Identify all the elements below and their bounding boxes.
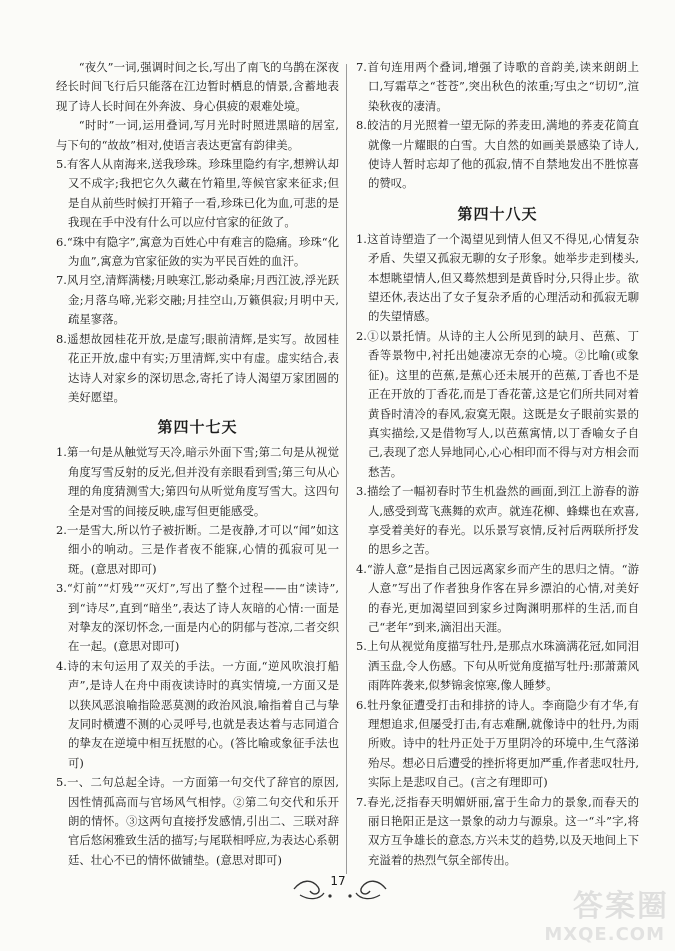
- day47-item-4: 4.诗的末句运用了双关的手法。一方面,“逆风吹浪打船声”,是诗人在舟中雨夜读诗时的真实情境,一方面又是以狭风恶浪喻指险恶莫测的政治风浪,喻指着自己与挚友同时横遭不测的心灵呼号,也就是表达着与志同道合的挚友在逆境中相互抚慰的心。(答比喻或象征手法也可): [56, 658, 339, 770]
- answer-item-7-right: 7.首句连用两个叠词,增强了诗歌的音韵美,读来朗朗上口,写霜草之“苍苍”,突出秋色的浓重;写虫之“切切”,渲染秋夜的凄清。: [356, 60, 639, 113]
- right-column: [356, 58, 639, 873]
- watermark-text: 答案圈: [573, 889, 669, 924]
- day48-item-4: 4.“游人意”是指自己因远离家乡而产生的思归之情。“游人意”写出了作者独身作客在异乡漂泊的心情,对美好的春光,更加渴望回到家乡过陶渊明那样的生活,而自己“老年”到来,滴泪出天涯。: [356, 561, 639, 634]
- answer-item-6: 6.“珠中有隐字”,寓意为百姓心中有难言的隐痛。珍珠“化为血”,寓意为官家征敛的实为平民百姓的血汗。: [56, 234, 339, 269]
- day48-item-3: 3.描绘了一幅初春时节生机盎然的画面,到江上游春的游人,感受到莺飞燕舞的欢声。就连花柳、蜂蝶也在欢喜,享受着美好的春光。以乐景写哀情,反衬后两联所抒发的思乡之苦。: [356, 484, 639, 557]
- day47-item-1: 1.第一句是从触觉写天冷,暗示外面下雪;第二句是从视觉角度写雪反射的反光,但并没有亲眼看到雪;第三句从心理的角度猜测雪大;第四句从听觉角度写雪大。这四句全是对雪的间接反映,虚写但更能感受。: [56, 445, 339, 518]
- section-heading-day-48: 第四十八天: [457, 204, 538, 223]
- section-heading-day-47: 第四十七天: [157, 418, 238, 437]
- answer-item-8: 8.遥想故园桂花开放,是虚写;眼前清辉,是实写。故园桂花正开放,虚中有实;万里清辉,实中有虚。虚实结合,表达诗人对家乡的深切思念,寄托了诗人渴望万家团圆的美好愿望。: [56, 331, 339, 404]
- watermark-logo: [509, 889, 669, 947]
- day47-item-5: 5.一、二句总起全诗。一方面第一句交代了辞官的原因,因性情孤高而与官场风气相悖。②第二句交代和乐开朗的情怀。③这两句直接抒发感情,引出二、三联对辞官后悠闲雅致生活的描写;与尾联相呼应,为表达心系朝廷、壮心不已的情怀做铺垫。(意思对即可): [56, 775, 339, 867]
- day47-item-3: 3.“灯前”“灯残”“灭灯”,写出了整个过程——由“读诗”,到“诗尽”,直到“暗坐”,表达了诗人灰暗的心情:一面是对挚友的深切怀念,一面是内心的阴郁与苍凉,二者交织在一起。(意思对即可): [56, 581, 339, 654]
- day47-item-6: [56, 870, 339, 873]
- day48-item-5: 5.上句从视觉角度描写牡丹,是那点水珠滴满花冠,如同泪洒玉盘,令人伤感。下句从听觉角度描写牡丹:那萧萧风雨阵阵袭来,似梦锦衾惊寒,像人睡梦。: [356, 639, 639, 693]
- day48-item-8: [356, 870, 639, 873]
- day48-item-6: 6.牡丹象征遭受打击和排挤的诗人。李商隐少有才华,有理想追求,但屡受打击,有志难酬,就像诗中的牡丹,为雨所败。诗中的牡丹正处于万里阴冷的环境中,生气落涕殆尽。想必日后遭受的挫折将更加严重,作者悲叹牡丹,实际上是悲叹自己。(言之有理即可): [356, 697, 639, 790]
- column-divider: [346, 64, 347, 874]
- answer-item-8-right: 8.皎洁的月光照着一望无际的荞麦田,满地的荞麦花简直就像一片耀眼的白雪。大自然的如画美景感染了诗人,使诗人暂时忘却了他的孤寂,情不自禁地发出不胜惊喜的赞叹。: [356, 118, 639, 191]
- day48-item-1: 1.这首诗塑造了一个渴望见到情人但又不得见,心情复杂矛盾、失望又孤寂无聊的女子形象。她举步走到楼头,本想眺望情人,但又蓦然想到是黄昏时分,只得止步。欲望还休,表达出了女子复杂矛盾的心理活动和孤寂无聊的失望情感。: [356, 231, 639, 324]
- answer-item-5: 5.有客人从南海来,送我珍珠。珍珠里隐约有字,想辨认却又不成字;我把它久久藏在竹箱里,等候官家来征求;但是自从前些时候打开箱子一看,珍珠已化为血,可悲的是我现在手中没有什么可以应付官家的征敛了。: [56, 157, 339, 230]
- day48-item-2: 2.①以景托情。从诗的主人公所见到的缺月、芭蕉、丁香等景物中,衬托出她凄凉无奈的心境。②比喻(或象征)。这里的芭蕉,是蕉心还未展开的芭蕉,丁香也不是正在开放的丁香花,而是丁香花蕾,这是它们所共同对着黄昏时清冷的春风,寂寞无限。这既是女子眼前实景的真实描绘,又是借物写人,以芭蕉寓情,以丁香喻女子自己,表现了恋人异地同心,心心相印而不得与对方相会而愁苦。: [356, 328, 639, 479]
- day48-item-7: 7.春光,泛指春天明媚妍丽,富于生命力的景象,而春天的丽日艳阳正是这一景象的动力与源泉。这一“斗”字,将双方互争雄长的意态,方兴未艾的趋势,以及天地间上下充溢着的热烈气氛全部传出。: [356, 794, 639, 867]
- left-column: [56, 58, 339, 873]
- answer-item-7: 7.风月空,清辉满楼;月映寒江,影动桑扉;月西江波,浮光跃金;月落乌啼,光彩交融;月挂空山,万籁俱寂;月明中天,疏星寥落。: [56, 273, 339, 327]
- paragraph-shi-shi: “时时”一词,运用叠词,写月光时时照进黑暗的居室,与下句的“故故”相对,使语言表达更富有韵律美。: [56, 118, 339, 152]
- page-number: 17: [320, 874, 356, 888]
- watermark-url: MXQE.COM: [544, 924, 665, 945]
- paragraph-ye-jiu: “夜久”一词,强调时间之长,写出了南飞的乌鹊在深夜经长时间飞行后只能落在江边暂时栖息的情景,含蓄地表现了诗人长时间在外奔波、身心俱疲的艰难处境。: [56, 60, 339, 113]
- day47-item-2: 2.一是雪大,所以竹子被折断。二是夜静,才可以“闻”如这细小的响动。三是作者夜不能寐,心情的孤寂可见一斑。(意思对即可): [56, 522, 339, 576]
